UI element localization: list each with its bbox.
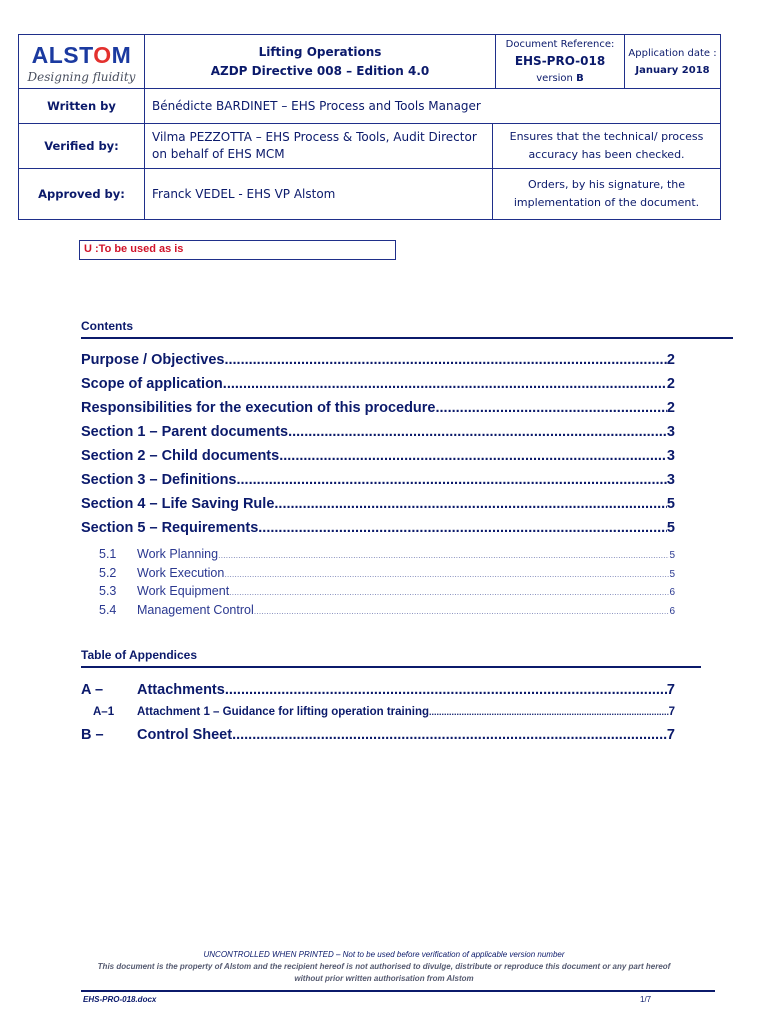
verified-by-note: Ensures that the technical/ process accuracy has been checked. <box>493 124 721 169</box>
footer-rule <box>81 990 715 992</box>
app-date-label: Application date : <box>628 47 717 59</box>
doc-ref-label: Document Reference: <box>505 39 615 50</box>
document-title <box>145 35 496 89</box>
toc-subentry[interactable]: 5.1 Work Planning ..... 5 <box>99 547 675 563</box>
document-header-table <box>18 34 721 219</box>
title-line-1: Lifting Operations <box>258 44 382 59</box>
toc-entry[interactable]: Scope of application ..... 2 <box>81 376 675 396</box>
appendices-heading: Table of Appendices <box>81 648 198 662</box>
contents-rule <box>81 337 733 339</box>
appendix-entry[interactable]: B – Control Sheet ..... 7 <box>81 727 675 747</box>
usage-status-box <box>79 240 396 260</box>
toc-subentry[interactable]: 5.3 Work Equipment ..... 6 <box>99 584 675 600</box>
toc-entry[interactable]: Responsibilities for the execution of this procedure ..... 2 <box>81 400 675 420</box>
toc-entry[interactable]: Section 1 – Parent documents ..... 3 <box>81 424 675 444</box>
usage-status-text: U :To be used as is <box>84 243 184 255</box>
contents-heading: Contents <box>81 319 133 333</box>
written-by-label: Written by <box>19 89 145 124</box>
approved-by-note: Orders, by his signature, the implementation of the document. <box>493 169 721 220</box>
application-date <box>625 35 721 89</box>
company-logo <box>19 35 145 89</box>
footer-page-indicator: 1/7 <box>640 995 652 1004</box>
doc-ref-code: EHS-PRO-018 <box>514 54 606 68</box>
toc-entry[interactable]: Section 3 – Definitions ..... 3 <box>81 472 675 492</box>
toc-subentry[interactable]: 5.2 Work Execution ..... 5 <box>99 566 675 582</box>
verified-by-label: Verified by: <box>19 124 145 169</box>
appendix-subentry[interactable]: A–1 Attachment 1 – Guidance for lifting operation training ..... 7 <box>93 706 675 722</box>
toc-entry[interactable]: Section 2 – Child documents ..... 3 <box>81 448 675 468</box>
written-by-person: Bénédicte BARDINET – EHS Process and Tools Manager <box>145 89 721 124</box>
app-date-value: January 2018 <box>635 64 710 76</box>
appendices-rule <box>81 666 701 668</box>
toc-entry[interactable]: Purpose / Objectives ..... 2 <box>81 352 675 372</box>
logo-tagline: Designing fluidity <box>27 69 136 84</box>
footer-file-name: EHS-PRO-018.docx <box>83 995 157 1004</box>
footer-uncontrolled-notice: UNCONTROLLED WHEN PRINTED – Not to be used before verification of applicable version number <box>203 950 565 959</box>
footer-property-notice: This document is the property of Alstom and the recipient hereof is not authorised to divulge, distribute or reproduce this document or any part hereof <box>97 962 671 971</box>
logo-wordmark: ALSTOM <box>31 41 132 68</box>
doc-version: version B <box>536 73 584 84</box>
toc-entry[interactable]: Section 4 – Life Saving Rule ..... 5 <box>81 496 675 516</box>
toc-subentry[interactable]: 5.4 Management Control ..... 6 <box>99 603 675 619</box>
toc-entry[interactable]: Section 5 – Requirements ..... 5 <box>81 520 675 540</box>
verified-by-person: Vilma PEZZOTTA – EHS Process & Tools, Audit Director on behalf of EHS MCM <box>145 124 493 169</box>
approved-by-label: Approved by: <box>19 169 145 220</box>
footer-authorisation-notice: without prior written authorisation from Alstom <box>294 974 474 983</box>
title-line-2: AZDP Directive 008 – Edition 4.0 <box>210 63 430 78</box>
document-reference <box>496 35 625 89</box>
approved-by-person: Franck VEDEL - EHS VP Alstom <box>145 169 493 220</box>
appendix-entry[interactable]: A – Attachments ..... 7 <box>81 682 675 702</box>
